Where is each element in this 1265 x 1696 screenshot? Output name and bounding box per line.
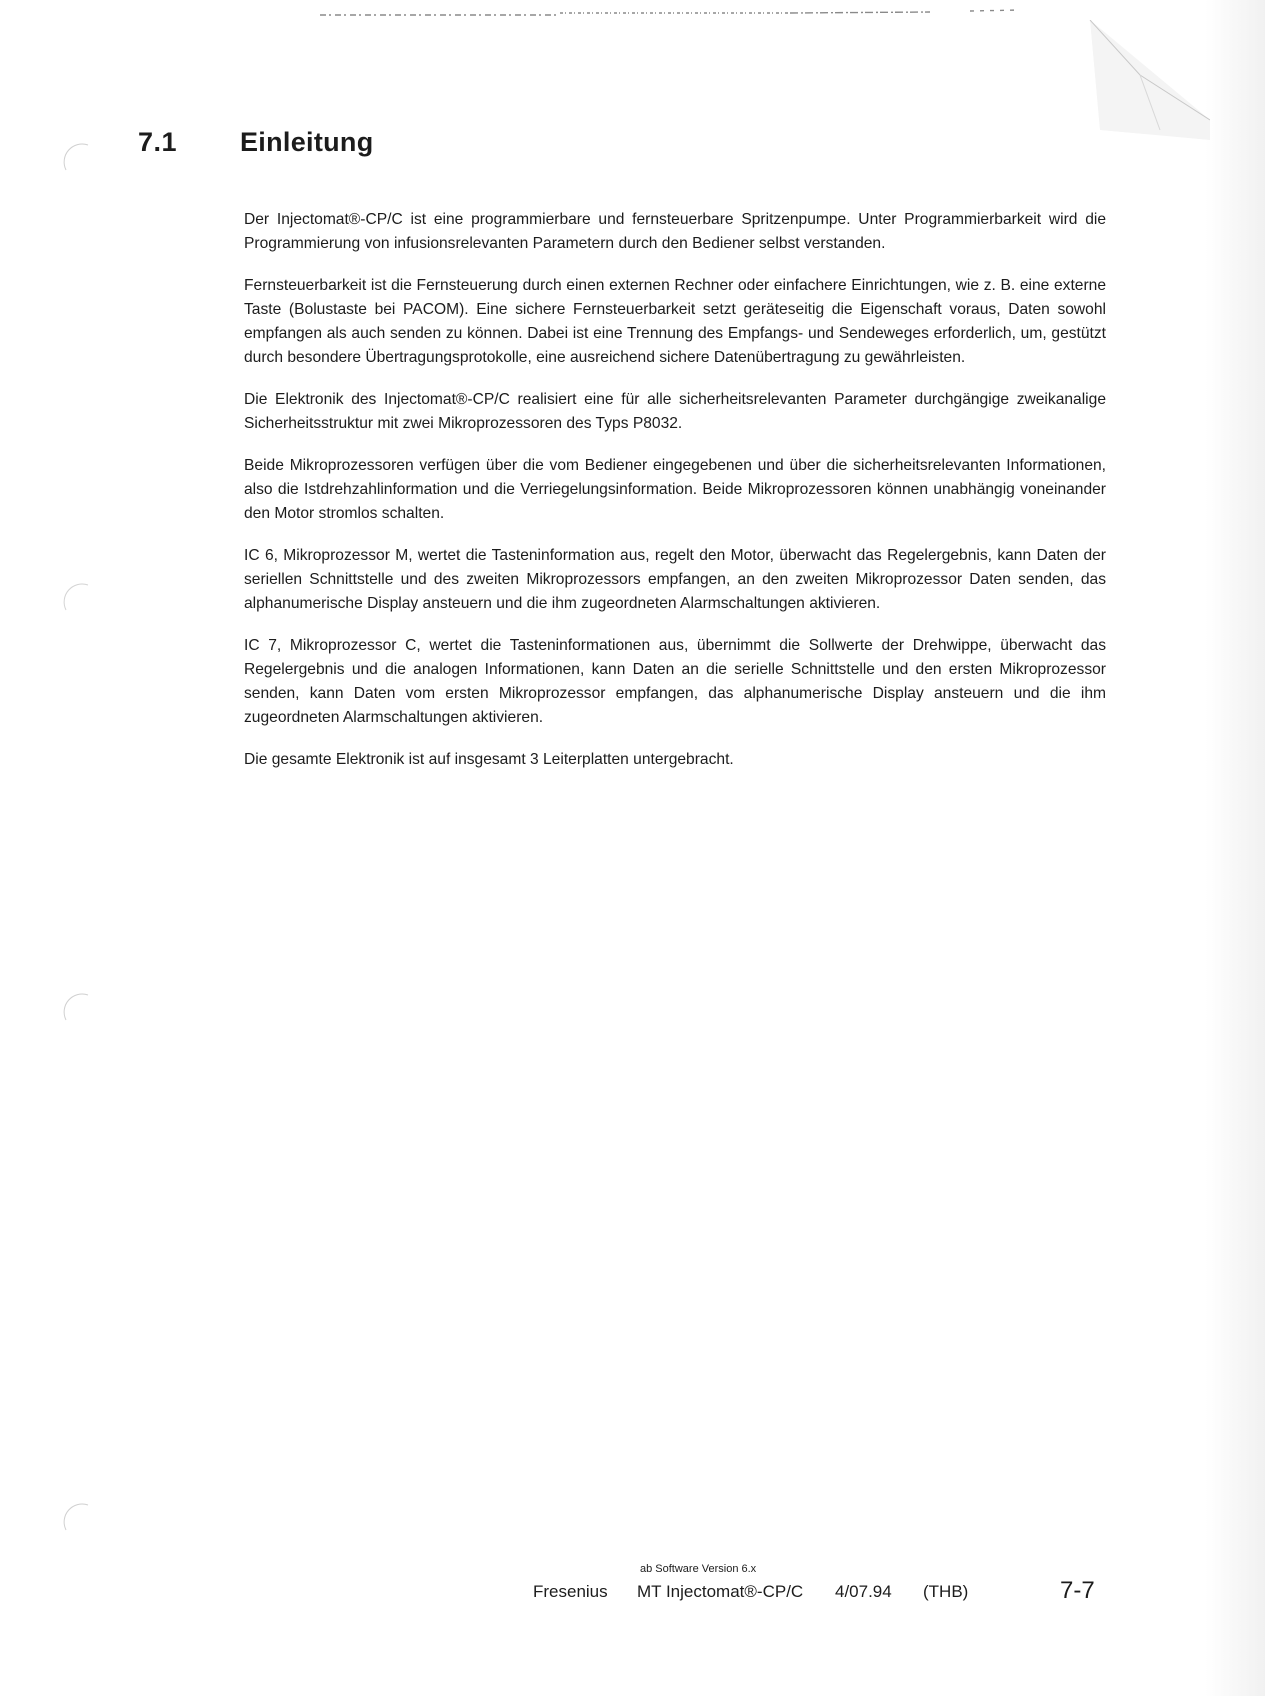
paragraph: Die Elektronik des Injectomat®-CP/C realisiert eine für alle sicherheitsrelevanten Parameter durchgängige zweikanalige Sicherheitsstruktur mit zwei Mikroprozessoren des Typs P8032. bbox=[244, 391, 1106, 432]
footer-company: Fresenius bbox=[533, 1582, 608, 1601]
punch-hole-mark bbox=[58, 140, 98, 180]
paragraph: Die gesamte Elektronik ist auf insgesamt 3 Leiterplatten untergebracht. bbox=[244, 751, 734, 768]
paragraph: Der Injectomat®-CP/C ist eine programmierbare und fernsteuerbare Spritzenpumpe. Unter Programmierbarkeit wird die Programmierung von infusionsrelevanten Parametern durch den Bediener selbst verstanden. bbox=[244, 211, 1106, 252]
footer-software-version: ab Software Version 6.x bbox=[640, 1563, 757, 1575]
paragraph: Fernsteuerbarkeit ist die Fernsteuerung durch einen externen Rechner oder einfachere Einrichtungen, wie z. B. eine externe Taste (Bolustaste bei PACOM). Eine sichere Fernsteuerbarkeit setzt geräteseitig die Eigenschaft voraus, Daten sowohl empfangen als auch senden zu können. Dabei ist eine Trennung des Empfangs- und Sendeweges erforderlich, um, gestützt durch besondere Übertragungsprotokolle, eine ausreichend sichere Datenübertragung zu gewährleisten. bbox=[244, 277, 1106, 366]
punch-hole-mark bbox=[58, 580, 98, 620]
page-corner-fold bbox=[1070, 20, 1210, 140]
paragraph: Beide Mikroprozessoren verfügen über die vom Bediener eingegebenen und über die sicherheitsrelevanten Informationen, also die Istdrehzahlinformation und die Verriegelungsinformation. Beide Mikroprozessoren können unabhängig voneinander den Motor stromlos schalten. bbox=[244, 457, 1106, 522]
section-number: 7.1 bbox=[138, 127, 178, 157]
section-title: Einleitung bbox=[240, 127, 374, 157]
punch-hole-mark bbox=[58, 990, 98, 1030]
page-edge-shadow bbox=[1205, 0, 1265, 1696]
footer bbox=[533, 1582, 1043, 1602]
paragraph: IC 6, Mikroprozessor M, wertet die Tasteninformation aus, regelt den Motor, überwacht das Regelergebnis, kann Daten der seriellen Schnittstelle und des zweiten Mikroprozessors empfangen, an den zweiten Mikroprozessor Daten senden, das alphanumerische Display ansteuern und die ihm zugeordneten Alarmschaltungen aktivieren. bbox=[244, 547, 1106, 612]
paragraph: IC 7, Mikroprozessor C, wertet die Tasteninformationen aus, übernimmt die Sollwerte der Drehwippe, überwacht das Regelergebnis und die analogen Informationen, kann Daten an die serielle Schnittstelle und den ersten Mikroprozessor senden, kann Daten vom ersten Mikroprozessor empfangen, das alphanumerische Display ansteuern und die ihm zugeordneten Alarmschaltungen aktivieren. bbox=[244, 637, 1106, 726]
scan-artifact bbox=[230, 6, 1030, 20]
footer-product: MT Injectomat®-CP/C bbox=[637, 1582, 804, 1601]
punch-hole-mark bbox=[58, 1500, 98, 1540]
footer-author: (THB) bbox=[923, 1582, 969, 1601]
footer-date: 4/07.94 bbox=[835, 1582, 892, 1601]
page-number: 7-7 bbox=[1060, 1577, 1095, 1604]
body-text bbox=[244, 208, 1106, 790]
